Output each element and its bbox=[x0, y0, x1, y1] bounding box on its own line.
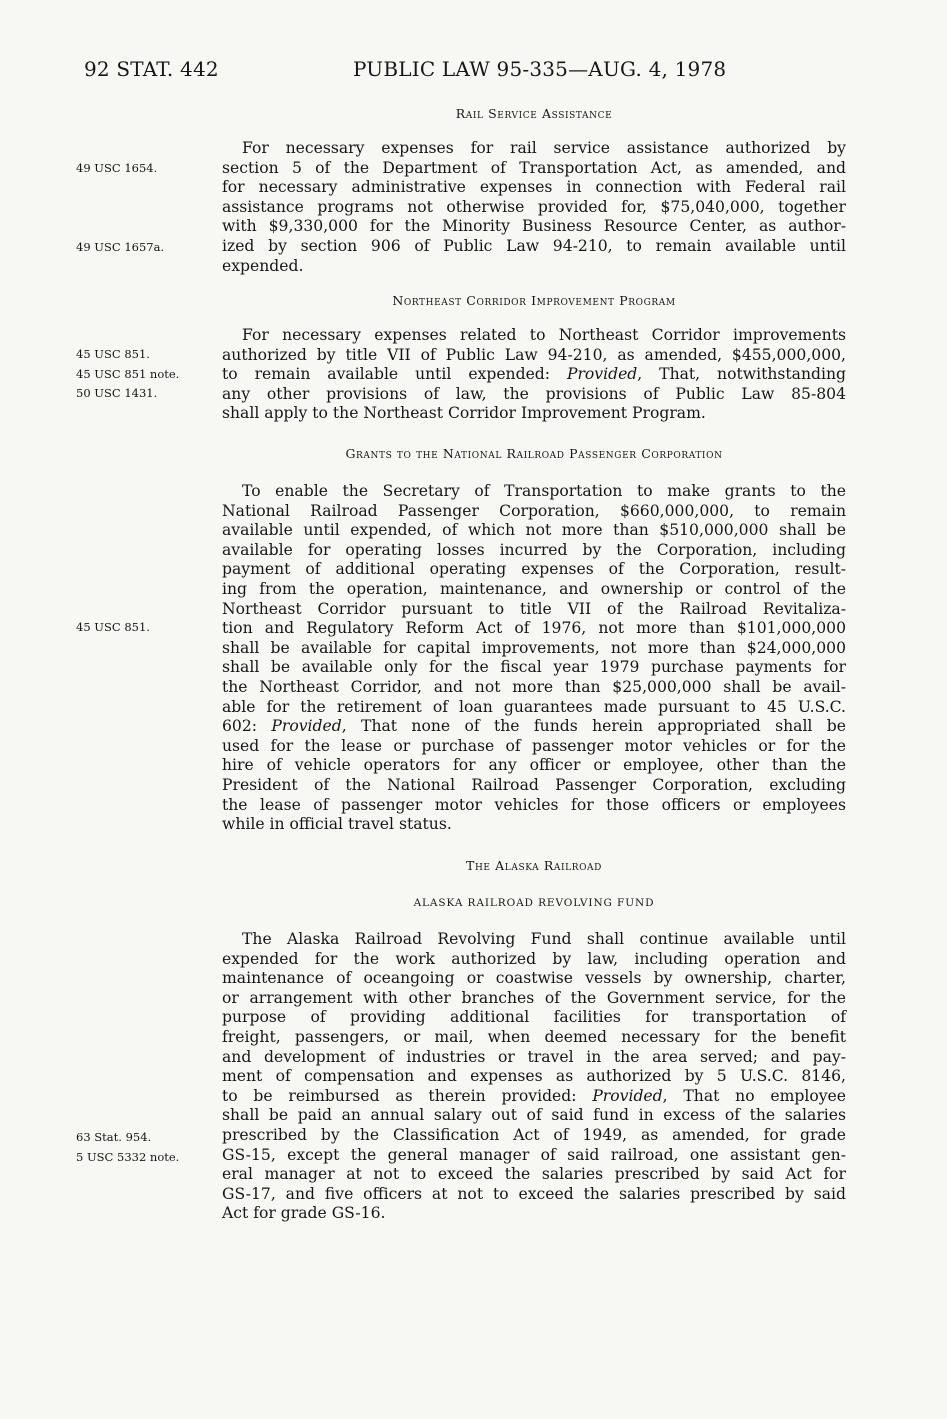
margin-note-citation: 45 USC 851 note. bbox=[76, 367, 180, 381]
text-line bbox=[222, 1126, 846, 1146]
text-line bbox=[222, 560, 846, 580]
text-line bbox=[222, 1185, 846, 1205]
text-line bbox=[222, 404, 846, 424]
paragraph-rail-service-assistance bbox=[222, 139, 846, 276]
text-line bbox=[222, 639, 846, 659]
text-run: to be reimbursed as therein provided: bbox=[222, 1086, 593, 1105]
text-run: the lease of passenger motor vehicles for those officers or employees bbox=[222, 795, 846, 814]
text-run: Act for grade GS-16. bbox=[222, 1204, 386, 1223]
text-run: , That no employee bbox=[662, 1086, 847, 1105]
text-line bbox=[222, 198, 846, 218]
margin-note-citation: 63 Stat. 954. bbox=[76, 1130, 152, 1144]
text-line bbox=[222, 1028, 846, 1048]
text-line bbox=[222, 541, 846, 561]
section-heading-northeast-corridor: Northeast Corridor Improvement Program bbox=[392, 293, 676, 308]
text-run: assistance programs not otherwise provided for, $75,040,000, together bbox=[222, 197, 846, 216]
text-line bbox=[222, 796, 846, 816]
text-line bbox=[222, 678, 846, 698]
text-run: GS-15, except the general manager of said railroad, one assistant gen- bbox=[222, 1145, 846, 1164]
text-run: payment of additional operating expenses of the Corporation, result- bbox=[222, 560, 846, 579]
margin-note-citation: 45 USC 851. bbox=[76, 347, 150, 361]
text-run: For necessary expenses for rail service assistance authorized by bbox=[242, 139, 846, 157]
text-line bbox=[222, 717, 846, 737]
paragraph-northeast-corridor bbox=[222, 326, 846, 424]
text-run: shall apply to the Northeast Corridor Improvement Program. bbox=[222, 404, 706, 423]
text-line bbox=[222, 217, 846, 237]
text-run: President of the National Railroad Passenger Corporation, excluding bbox=[222, 775, 846, 794]
italic-run: Provided bbox=[566, 365, 638, 384]
margin-note-citation: 49 USC 1657a. bbox=[76, 240, 165, 254]
subheading-alaska-revolving-fund: ALASKA RAILROAD REVOLVING FUND bbox=[413, 897, 655, 909]
text-line bbox=[222, 737, 846, 757]
text-run: shall be available for capital improvements, not more than $24,000,000 bbox=[222, 638, 846, 657]
text-line bbox=[222, 1048, 846, 1068]
page-running-title: PUBLIC LAW 95-335—AUG. 4, 1978 bbox=[353, 57, 727, 81]
text-line bbox=[222, 580, 846, 600]
text-run: for necessary administrative expenses in connection with Federal rail bbox=[222, 178, 846, 197]
text-run: ment of compensation and expenses as authorized by 5 U.S.C. 8146, bbox=[222, 1067, 846, 1086]
text-line bbox=[222, 521, 846, 541]
text-line bbox=[222, 1087, 846, 1107]
italic-run: Provided bbox=[592, 1086, 663, 1105]
text-run: or arrangement with other branches of the Government service, for the bbox=[222, 988, 846, 1007]
text-line bbox=[222, 159, 846, 179]
text-run: to remain available until expended: bbox=[222, 365, 567, 384]
text-run: To enable the Secretary of Transportation to make grants to the bbox=[242, 482, 846, 500]
text-run: hire of vehicle operators for any officer or employee, other than the bbox=[222, 756, 846, 775]
statute-page-number: 92 STAT. 442 bbox=[84, 57, 219, 81]
text-line bbox=[222, 346, 846, 366]
text-run: shall be available only for the fiscal year 1979 purchase payments for bbox=[222, 658, 846, 677]
text-line bbox=[222, 989, 846, 1009]
text-run: ing from the operation, maintenance, and ownership or control of the bbox=[222, 579, 846, 598]
text-run: prescribed by the Classification Act of 1949, as amended, for grade bbox=[222, 1125, 846, 1144]
text-line bbox=[222, 178, 846, 198]
text-line bbox=[222, 385, 846, 405]
text-run: able for the retirement of loan guarantees made pursuant to 45 U.S.C. bbox=[222, 697, 846, 716]
text-line bbox=[222, 326, 846, 346]
text-line bbox=[222, 482, 846, 502]
text-line bbox=[222, 1204, 846, 1224]
text-run: , That, notwithstanding bbox=[637, 365, 846, 384]
text-line bbox=[222, 969, 846, 989]
section-heading-rail-service-assistance: Rail Service Assistance bbox=[455, 106, 613, 121]
text-run: National Railroad Passenger Corporation, $660,000,000, to remain bbox=[222, 501, 846, 520]
text-run: Northeast Corridor pursuant to title VII of the Railroad Revitaliza- bbox=[222, 599, 846, 618]
text-run: section 5 of the Department of Transportation Act, as amended, and bbox=[222, 158, 846, 177]
italic-run: Provided bbox=[271, 717, 342, 736]
text-line bbox=[222, 619, 846, 639]
text-line bbox=[222, 756, 846, 776]
text-run: while in official travel status. bbox=[222, 815, 452, 834]
text-run: any other provisions of law, the provisions of Public Law 85-804 bbox=[222, 384, 846, 403]
text-run: maintenance of oceangoing or coastwise vessels by ownership, charter, bbox=[222, 969, 846, 988]
paragraph-amtrak-grants bbox=[222, 482, 846, 835]
text-line bbox=[222, 776, 846, 796]
text-line bbox=[222, 950, 846, 970]
text-run: , That none of the funds herein appropriated shall be bbox=[341, 717, 846, 736]
text-run: available for operating losses incurred by the Corporation, including bbox=[222, 540, 846, 559]
text-run: For necessary expenses related to Northeast Corridor improvements bbox=[242, 326, 846, 344]
margin-note-citation: 49 USC 1654. bbox=[76, 161, 158, 175]
section-heading-amtrak-grants: Grants to the National Railroad Passenger Corporation bbox=[345, 446, 723, 461]
text-line bbox=[222, 1146, 846, 1166]
text-run: used for the lease or purchase of passenger motor vehicles or for the bbox=[222, 736, 846, 755]
margin-note-citation: 45 USC 851. bbox=[76, 620, 150, 634]
text-line bbox=[222, 930, 846, 950]
text-line bbox=[222, 237, 846, 257]
paragraph-alaska-revolving-fund bbox=[222, 930, 846, 1224]
text-line bbox=[222, 502, 846, 522]
text-run: tion and Regulatory Reform Act of 1976, not more than $101,000,000 bbox=[222, 619, 846, 638]
text-line bbox=[222, 600, 846, 620]
text-run: GS-17, and five officers at not to exceed the salaries prescribed by said bbox=[222, 1184, 846, 1203]
text-run: and development of industries or travel in the area served; and pay- bbox=[222, 1047, 846, 1066]
text-run: expended for the work authorized by law, including operation and bbox=[222, 949, 846, 968]
margin-note-citation: 5 USC 5332 note. bbox=[76, 1150, 180, 1164]
text-run: the Northeast Corridor, and not more than $25,000,000 shall be avail- bbox=[222, 677, 846, 696]
text-line bbox=[222, 139, 846, 159]
text-run: The Alaska Railroad Revolving Fund shall continue available until bbox=[242, 930, 846, 948]
text-run: eral manager at not to exceed the salaries prescribed by said Act for bbox=[222, 1165, 846, 1184]
text-line bbox=[222, 698, 846, 718]
text-run: expended. bbox=[222, 256, 304, 275]
text-run: freight, passengers, or mail, when deemed necessary for the benefit bbox=[222, 1027, 846, 1046]
text-run: with $9,330,000 for the Minority Business Resource Center, as author- bbox=[222, 217, 846, 236]
section-heading-alaska-railroad: The Alaska Railroad bbox=[466, 858, 602, 873]
text-line bbox=[222, 1008, 846, 1028]
text-run: purpose of providing additional facilities for transportation of bbox=[222, 1008, 846, 1027]
text-line bbox=[222, 815, 846, 835]
text-run: available until expended, of which not more than $510,000,000 shall be bbox=[222, 521, 846, 540]
margin-note-citation: 50 USC 1431. bbox=[76, 386, 158, 400]
text-run: authorized by title VII of Public Law 94-210, as amended, $455,000,000, bbox=[222, 345, 846, 364]
text-line bbox=[222, 1067, 846, 1087]
text-run: ized by section 906 of Public Law 94-210, to remain available until bbox=[222, 236, 846, 255]
text-line bbox=[222, 658, 846, 678]
text-line bbox=[222, 365, 846, 385]
text-line bbox=[222, 1106, 846, 1126]
text-run: shall be paid an annual salary out of said fund in excess of the salaries bbox=[222, 1106, 846, 1125]
text-line bbox=[222, 1165, 846, 1185]
text-run: 602: bbox=[222, 717, 272, 736]
text-line bbox=[222, 257, 846, 277]
